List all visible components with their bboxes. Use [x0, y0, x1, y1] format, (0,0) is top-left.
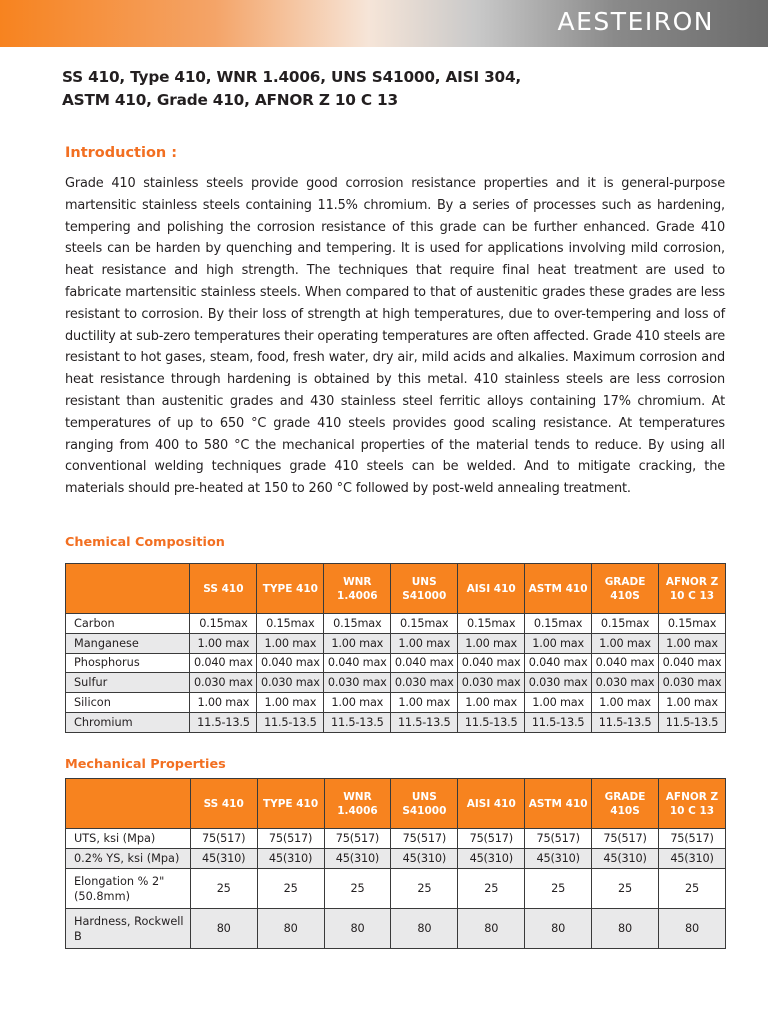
- table-cell: 80: [257, 909, 324, 949]
- table-cell: 45(310): [525, 849, 592, 869]
- table-cell: 0.030 max: [190, 673, 257, 693]
- table-cell: 25: [190, 869, 257, 909]
- table-cell: 11.5-13.5: [257, 712, 324, 732]
- table-row: [66, 849, 726, 869]
- table-cell: 25: [324, 869, 391, 909]
- table-corner-cell: [66, 564, 190, 614]
- column-header: TYPE 410: [257, 564, 324, 614]
- table-header-row: [66, 564, 726, 614]
- table-cell: 0.15max: [190, 614, 257, 634]
- table-cell: 11.5-13.5: [458, 712, 525, 732]
- table-cell: 1.00 max: [190, 693, 257, 713]
- table-cell: 1.00 max: [525, 633, 592, 653]
- column-header: SS 410: [190, 779, 257, 829]
- table-cell: 1.00 max: [659, 693, 726, 713]
- column-header: UNS S41000: [391, 564, 458, 614]
- table-cell: 80: [190, 909, 257, 949]
- column-header: ASTM 410: [525, 564, 592, 614]
- table-cell: 0.030 max: [324, 673, 391, 693]
- table-cell: 0.030 max: [525, 673, 592, 693]
- table-cell: 45(310): [592, 849, 659, 869]
- mechanical-properties-heading: Mechanical Properties: [65, 757, 226, 772]
- row-label: Carbon: [66, 614, 190, 634]
- table-cell: 0.040 max: [324, 653, 391, 673]
- row-label: Hardness, Rockwell B: [66, 909, 191, 949]
- table-row: [66, 653, 726, 673]
- table-cell: 1.00 max: [391, 693, 458, 713]
- table-cell: 1.00 max: [324, 633, 391, 653]
- column-header: TYPE 410: [257, 779, 324, 829]
- column-header: GRADE 410S: [592, 779, 659, 829]
- table-cell: 0.15max: [324, 614, 391, 634]
- table-cell: 11.5-13.5: [391, 712, 458, 732]
- column-header: GRADE 410S: [592, 564, 659, 614]
- table-cell: 0.030 max: [659, 673, 726, 693]
- table-cell: 1.00 max: [592, 693, 659, 713]
- table-cell: 1.00 max: [659, 633, 726, 653]
- table-cell: 1.00 max: [257, 693, 324, 713]
- table-cell: 25: [592, 869, 659, 909]
- row-label: 0.2% YS, ksi (Mpa): [66, 849, 191, 869]
- table-cell: 45(310): [391, 849, 458, 869]
- table-cell: 75(517): [592, 829, 659, 849]
- table-cell: 11.5-13.5: [525, 712, 592, 732]
- table-cell: 0.15max: [458, 614, 525, 634]
- table-cell: 75(517): [525, 829, 592, 849]
- table-cell: 1.00 max: [190, 633, 257, 653]
- chemical-composition-heading: Chemical Composition: [65, 535, 225, 550]
- table-cell: 11.5-13.5: [659, 712, 726, 732]
- table-cell: 80: [324, 909, 391, 949]
- table-cell: 1.00 max: [592, 633, 659, 653]
- table-cell: 45(310): [324, 849, 391, 869]
- row-label: Elongation % 2" (50.8mm): [66, 869, 191, 909]
- table-corner-cell: [66, 779, 191, 829]
- table-cell: 0.15max: [659, 614, 726, 634]
- table-row: [66, 614, 726, 634]
- brand-logo: AESTEIRON: [557, 7, 714, 36]
- table-cell: 75(517): [391, 829, 458, 849]
- introduction-body: Grade 410 stainless steels provide good corrosion resistance properties and it is general-purpose martensitic stainless steels containing 11.5% chromium. By a series of processes such as hardening, tempering and polishing the corrosion resistance of this grade can be further enhanced. Grade 410 steels can be harden by quenching and tempering. It is used for applications involving mild corrosion, heat resistance and high strength. The techniques that require final heat treatment are used to fabricate martensitic stainless steels. When compared to that of austenitic grades these grades are less resistant to corrosion. By their loss of strength at high temperatures, due to over-tempering and loss of ductility at sub-zero temperatures their operating temperatures are often affected. Grade 410 steels are resistant to hot gases, steam, food, fresh water, dry air, mild acids and alkalies. Maximum corrosion and heat resistance through hardening is obtained by this metal. 410 stainless steels are less corrosion resistant than austenitic grades and 430 stainless steel ferritic alloys containing 17% chromium. At temperatures of up to 650 °C grade 410 steels provides good scaling resistance. At temperatures ranging from 400 to 580 °C the mechanical properties of the material tends to reduce. By using all conventional welding techniques grade 410 steels can be welded. And to mitigate cracking, the materials should pre-heated at 150 to 260 °C followed by post-weld annealing treatment.: [65, 176, 725, 497]
- table-cell: 25: [658, 869, 725, 909]
- column-header: AFNOR Z 10 C 13: [659, 564, 726, 614]
- table-cell: 25: [391, 869, 458, 909]
- column-header: WNR 1.4006: [324, 779, 391, 829]
- page-title: [62, 66, 722, 112]
- table-cell: 0.040 max: [525, 653, 592, 673]
- table-cell: 1.00 max: [257, 633, 324, 653]
- row-label: Silicon: [66, 693, 190, 713]
- table-cell: 25: [525, 869, 592, 909]
- table-cell: 0.040 max: [190, 653, 257, 673]
- table-cell: 45(310): [658, 849, 725, 869]
- table-cell: 0.040 max: [257, 653, 324, 673]
- column-header: SS 410: [190, 564, 257, 614]
- table-row: [66, 693, 726, 713]
- table-row: [66, 712, 726, 732]
- column-header: UNS S41000: [391, 779, 458, 829]
- column-header: AISI 410: [458, 779, 525, 829]
- table-row: [66, 909, 726, 949]
- table-cell: 1.00 max: [458, 633, 525, 653]
- title-line-1: SS 410, Type 410, WNR 1.4006, UNS S41000, AISI 304,: [62, 68, 522, 86]
- chemical-composition-table: [65, 563, 726, 733]
- table-cell: 0.030 max: [458, 673, 525, 693]
- table-cell: 0.15max: [592, 614, 659, 634]
- table-cell: 0.040 max: [659, 653, 726, 673]
- table-cell: 80: [458, 909, 525, 949]
- column-header: WNR 1.4006: [324, 564, 391, 614]
- table-cell: 80: [525, 909, 592, 949]
- table-cell: 1.00 max: [458, 693, 525, 713]
- table-cell: 0.040 max: [458, 653, 525, 673]
- row-label: UTS, ksi (Mpa): [66, 829, 191, 849]
- title-line-2: ASTM 410, Grade 410, AFNOR Z 10 C 13: [62, 91, 398, 109]
- table-cell: 0.15max: [525, 614, 592, 634]
- table-cell: 25: [257, 869, 324, 909]
- table-header-row: [66, 779, 726, 829]
- row-label: Phosphorus: [66, 653, 190, 673]
- table-cell: 1.00 max: [324, 693, 391, 713]
- row-label: Manganese: [66, 633, 190, 653]
- table-cell: 0.030 max: [391, 673, 458, 693]
- table-cell: 0.030 max: [257, 673, 324, 693]
- table-cell: 0.15max: [257, 614, 324, 634]
- table-cell: 80: [391, 909, 458, 949]
- header-banner: [0, 0, 768, 47]
- table-cell: 75(517): [324, 829, 391, 849]
- table-cell: 0.040 max: [391, 653, 458, 673]
- row-label: Chromium: [66, 712, 190, 732]
- mechanical-properties-table: [65, 778, 726, 949]
- table-cell: 45(310): [458, 849, 525, 869]
- table-cell: 11.5-13.5: [190, 712, 257, 732]
- table-cell: 0.030 max: [592, 673, 659, 693]
- column-header: ASTM 410: [525, 779, 592, 829]
- table-cell: 75(517): [190, 829, 257, 849]
- table-cell: 11.5-13.5: [324, 712, 391, 732]
- table-cell: 75(517): [458, 829, 525, 849]
- table-cell: 45(310): [257, 849, 324, 869]
- table-cell: 1.00 max: [525, 693, 592, 713]
- row-label: Sulfur: [66, 673, 190, 693]
- table-row: [66, 869, 726, 909]
- table-cell: 45(310): [190, 849, 257, 869]
- table-cell: 0.040 max: [592, 653, 659, 673]
- table-cell: 11.5-13.5: [592, 712, 659, 732]
- table-row: [66, 633, 726, 653]
- column-header: AFNOR Z 10 C 13: [658, 779, 725, 829]
- table-cell: 0.15max: [391, 614, 458, 634]
- table-row: [66, 673, 726, 693]
- table-row: [66, 829, 726, 849]
- table-cell: 75(517): [658, 829, 725, 849]
- introduction-heading: Introduction :: [65, 145, 178, 161]
- column-header: AISI 410: [458, 564, 525, 614]
- table-cell: 75(517): [257, 829, 324, 849]
- table-cell: 80: [592, 909, 659, 949]
- table-cell: 1.00 max: [391, 633, 458, 653]
- table-cell: 80: [658, 909, 725, 949]
- table-cell: 25: [458, 869, 525, 909]
